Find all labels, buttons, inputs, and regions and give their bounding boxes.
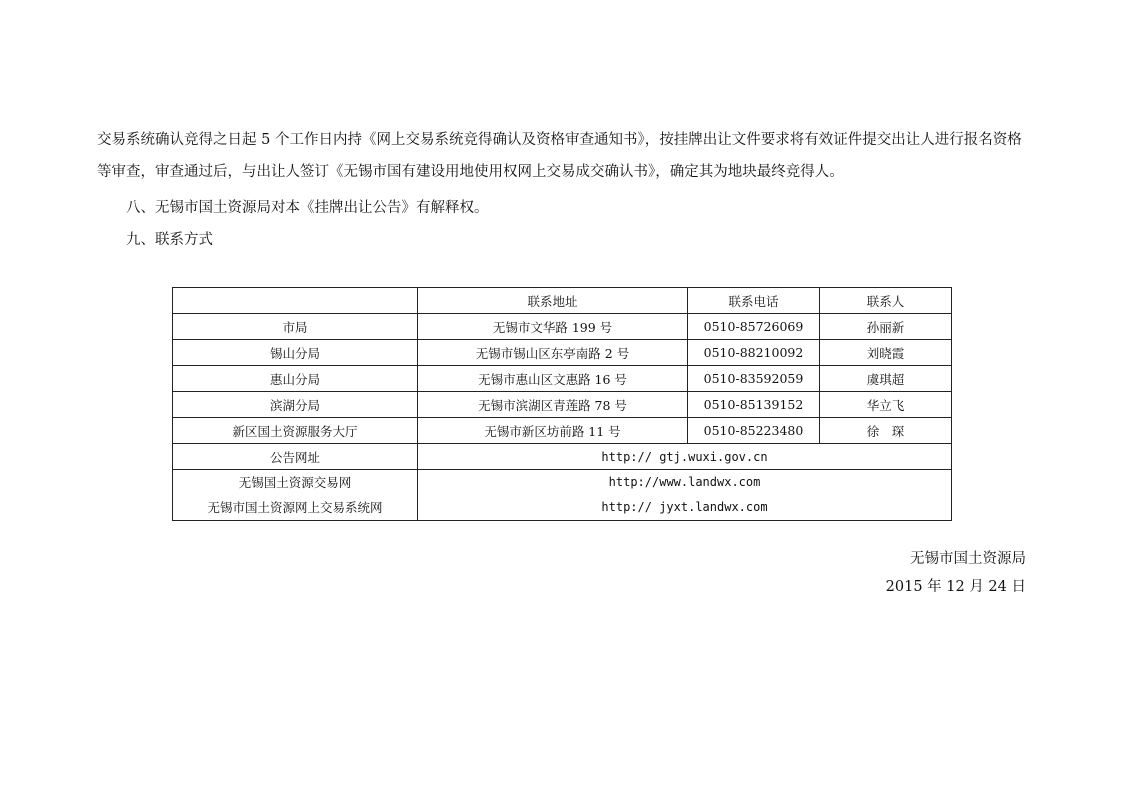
office-address: 无锡市新区坊前路 11 号 bbox=[418, 418, 688, 444]
office-phone: 0510-88210092 bbox=[688, 340, 820, 366]
paragraph-confirmation: 交易系统确认竞得之日起 5 个工作日内持《网上交易系统竞得确认及资格审查通知书》，按挂牌出让文件要求将有效证件提交出让人进行报名资格等审查，审查通过后，与出让人签订《无锡市国有建设用地使用权网上交易成交确认书》，确定其为地块最终竞得人。 bbox=[97, 132, 1022, 180]
trade-system-url: http:// jyxt.landwx.com bbox=[601, 500, 768, 514]
office-contact: 刘晓霞 bbox=[820, 340, 952, 366]
trade-system-label: 无锡市国土资源网上交易系统网 bbox=[207, 500, 383, 515]
header-cell-address: 联系地址 bbox=[418, 288, 688, 314]
trade-site-label: 无锡国土资源交易网 bbox=[238, 475, 352, 490]
office-contact: 华立飞 bbox=[820, 392, 952, 418]
trade-site-url: http://www.landwx.com bbox=[608, 475, 761, 489]
office-phone: 0510-85139152 bbox=[688, 392, 820, 418]
office-address: 无锡市滨湖区青莲路 78 号 bbox=[418, 392, 688, 418]
office-name: 锡山分局 bbox=[173, 340, 418, 366]
notice-site-url: http:// gtj.wuxi.gov.cn bbox=[418, 444, 952, 470]
paragraph-interpretation: 八、无锡市国土资源局对本《挂牌出让公告》有解释权。 bbox=[126, 200, 489, 216]
office-phone: 0510-85223480 bbox=[688, 418, 820, 444]
office-address: 无锡市惠山区文惠路 16 号 bbox=[418, 366, 688, 392]
office-address: 无锡市锡山区东亭南路 2 号 bbox=[418, 340, 688, 366]
table-row bbox=[173, 314, 952, 340]
table-row bbox=[173, 418, 952, 444]
signature-date: 2015 年 12 月 24 日 bbox=[885, 579, 1026, 595]
table-header-row bbox=[173, 288, 952, 314]
signature-org: 无锡市国土资源局 bbox=[910, 551, 1026, 567]
trade-sites-labels bbox=[173, 470, 418, 521]
header-cell-phone: 联系电话 bbox=[688, 288, 820, 314]
notice-site-label: 公告网址 bbox=[173, 444, 418, 470]
table-row bbox=[173, 340, 952, 366]
trade-sites-urls bbox=[418, 470, 952, 521]
table-row bbox=[173, 392, 952, 418]
office-phone: 0510-83592059 bbox=[688, 366, 820, 392]
contact-table bbox=[172, 287, 952, 521]
office-name: 市局 bbox=[173, 314, 418, 340]
office-contact: 孙丽新 bbox=[820, 314, 952, 340]
office-contact: 徐 琛 bbox=[820, 418, 952, 444]
office-address: 无锡市文华路 199 号 bbox=[418, 314, 688, 340]
office-phone: 0510-85726069 bbox=[688, 314, 820, 340]
header-cell-blank bbox=[173, 288, 418, 314]
trade-sites-row bbox=[173, 470, 952, 521]
table-row bbox=[173, 366, 952, 392]
office-name: 滨湖分局 bbox=[173, 392, 418, 418]
office-name: 新区国土资源服务大厅 bbox=[173, 418, 418, 444]
section-contact-heading: 九、联系方式 bbox=[126, 232, 213, 248]
notice-site-row bbox=[173, 444, 952, 470]
office-contact: 虞琪超 bbox=[820, 366, 952, 392]
office-name: 惠山分局 bbox=[173, 366, 418, 392]
header-cell-contact: 联系人 bbox=[820, 288, 952, 314]
